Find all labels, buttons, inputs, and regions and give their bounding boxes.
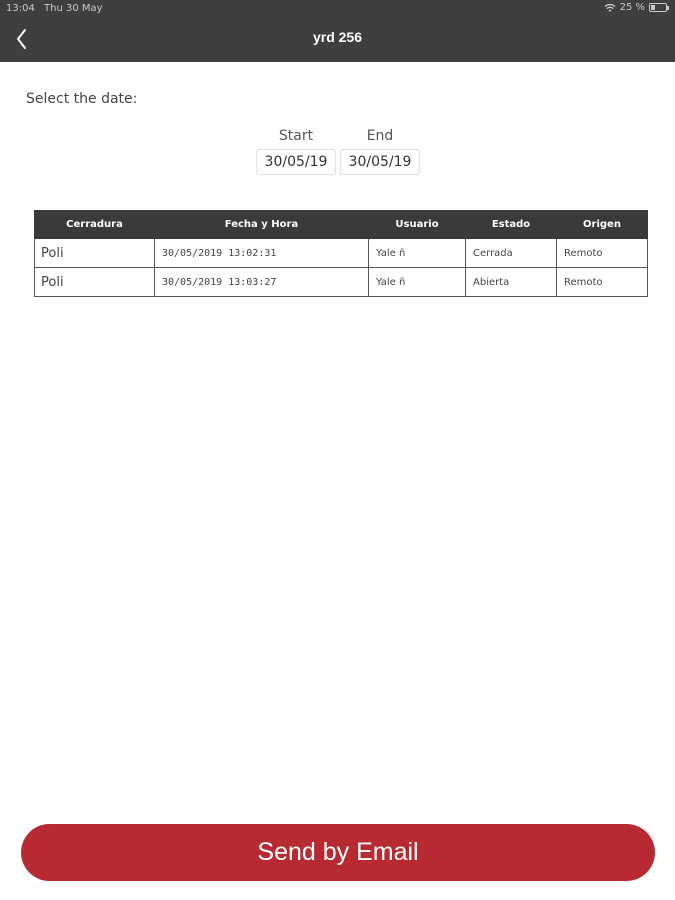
- origin-cell: Remoto: [557, 268, 648, 297]
- datetime-cell: 30/05/2019 13:03:27: [155, 268, 369, 297]
- nav-bar: [0, 18, 675, 62]
- send-by-email-button[interactable]: Send by Email: [21, 824, 655, 881]
- start-date-field[interactable]: [256, 149, 336, 175]
- table-row: [35, 239, 648, 268]
- header-estado: Estado: [466, 211, 557, 239]
- datetime-cell: 30/05/2019 13:02:31: [155, 239, 369, 268]
- end-date-label: End: [366, 128, 394, 144]
- battery-icon: [649, 3, 667, 12]
- table-row: [35, 268, 648, 297]
- select-date-label: Select the date:: [26, 91, 138, 107]
- lock-cell: Poli: [35, 268, 155, 297]
- origin-cell: Remoto: [557, 239, 648, 268]
- status-date: Thu 30 May: [44, 3, 103, 14]
- table-header-row: [35, 211, 648, 239]
- header-usuario: Usuario: [369, 211, 466, 239]
- battery-fill: [651, 5, 655, 10]
- status-bar: [0, 0, 675, 18]
- header-origen: Origen: [557, 211, 648, 239]
- lock-cell: Poli: [35, 239, 155, 268]
- status-cell: Abierta: [466, 268, 557, 297]
- user-cell: Yale ñ: [369, 239, 466, 268]
- end-date-field[interactable]: [340, 149, 420, 175]
- user-cell: Yale ñ: [369, 268, 466, 297]
- page-title: yrd 256: [312, 29, 363, 45]
- header-fecha-y-hora: Fecha y Hora: [155, 211, 369, 239]
- status-indicators: [604, 2, 667, 13]
- wifi-icon: [604, 3, 616, 13]
- status-time: 13:04: [6, 3, 35, 14]
- header-cerradura: Cerradura: [35, 211, 155, 239]
- battery-percent: 25 %: [619, 2, 645, 13]
- start-date-label: Start: [278, 128, 314, 144]
- access-log-table: [34, 210, 648, 297]
- status-cell: Cerrada: [466, 239, 557, 268]
